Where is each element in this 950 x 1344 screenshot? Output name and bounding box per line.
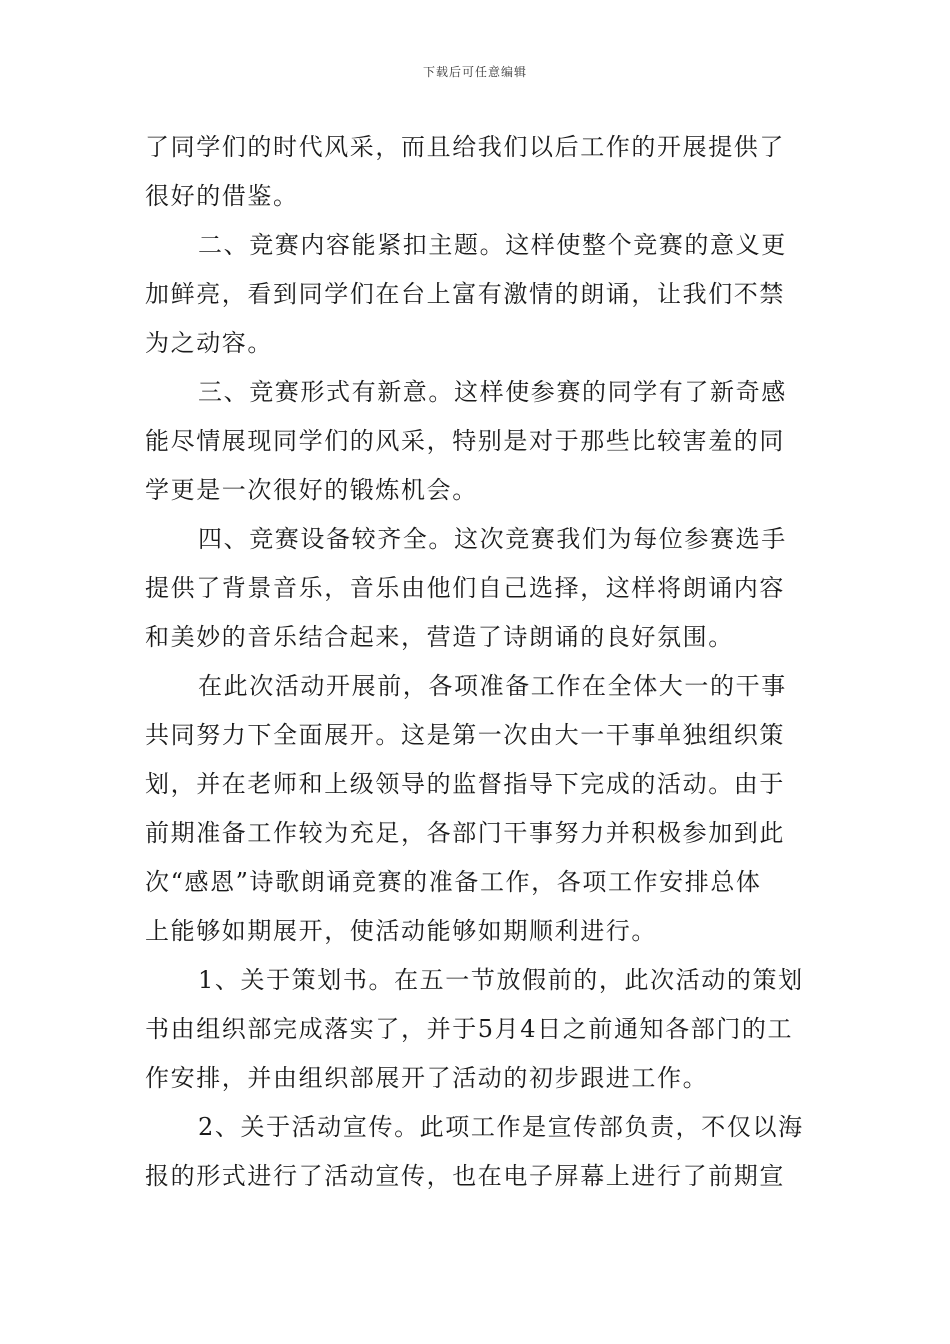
- paragraph-start-line: 三、竞赛形式有新意。这样使参赛的同学有了新奇感: [198, 378, 787, 406]
- page-header-note: 下载后可任意编辑: [422, 65, 527, 79]
- body-line: 加鲜亮，看到同学们在台上富有激情的朗诵，让我们不禁: [145, 280, 785, 308]
- document-body: [145, 123, 805, 1201]
- body-line: 共同努力下全面展开。这是第一次由大一干事单独组织策: [145, 721, 785, 749]
- body-line: 作安排，并由组织部展开了活动的初步跟进工作。: [145, 1064, 709, 1092]
- paragraph-start-line: 二、竞赛内容能紧扣主题。这样使整个竞赛的意义更: [198, 231, 787, 259]
- body-line: 提供了背景音乐，音乐由他们自己选择，这样将朗诵内容: [145, 574, 785, 602]
- body-line: 能尽情展现同学们的风采，特别是对于那些比较害羞的同: [145, 427, 785, 455]
- paragraph-start-line: 1、关于策划书。在五一节放假前的，此次活动的策划: [198, 966, 804, 994]
- body-line: 次“感恩”诗歌朗诵竞赛的准备工作，各项工作安排总体: [145, 868, 762, 896]
- body-line: 为之动容。: [145, 329, 273, 357]
- body-line: 了同学们的时代风采，而且给我们以后工作的开展提供了: [145, 133, 785, 161]
- body-line: 上能够如期展开，使活动能够如期顺利进行。: [145, 917, 657, 945]
- body-line: 很好的借鉴。: [145, 182, 299, 210]
- paragraph-start-line: 2、关于活动宣传。此项工作是宣传部负责，不仅以海: [198, 1113, 804, 1141]
- paragraph-start-line: 在此次活动开展前，各项准备工作在全体大一的干事: [198, 672, 787, 700]
- body-line: 前期准备工作较为充足，各部门干事努力并积极参加到此: [145, 819, 785, 847]
- paragraph-start-line: 四、竞赛设备较齐全。这次竞赛我们为每位参赛选手: [198, 525, 787, 553]
- body-line: 书由组织部完成落实了，并于5月4日之前通知各部门的工: [145, 1015, 794, 1043]
- body-line: 划，并在老师和上级领导的监督指导下完成的活动。由于: [145, 770, 785, 798]
- body-line: 和美妙的音乐结合起来，营造了诗朗诵的良好氛围。: [145, 623, 734, 651]
- body-line: 学更是一次很好的锻炼机会。: [145, 476, 478, 504]
- body-line: 报的形式进行了活动宣传，也在电子屏幕上进行了前期宣: [145, 1162, 785, 1190]
